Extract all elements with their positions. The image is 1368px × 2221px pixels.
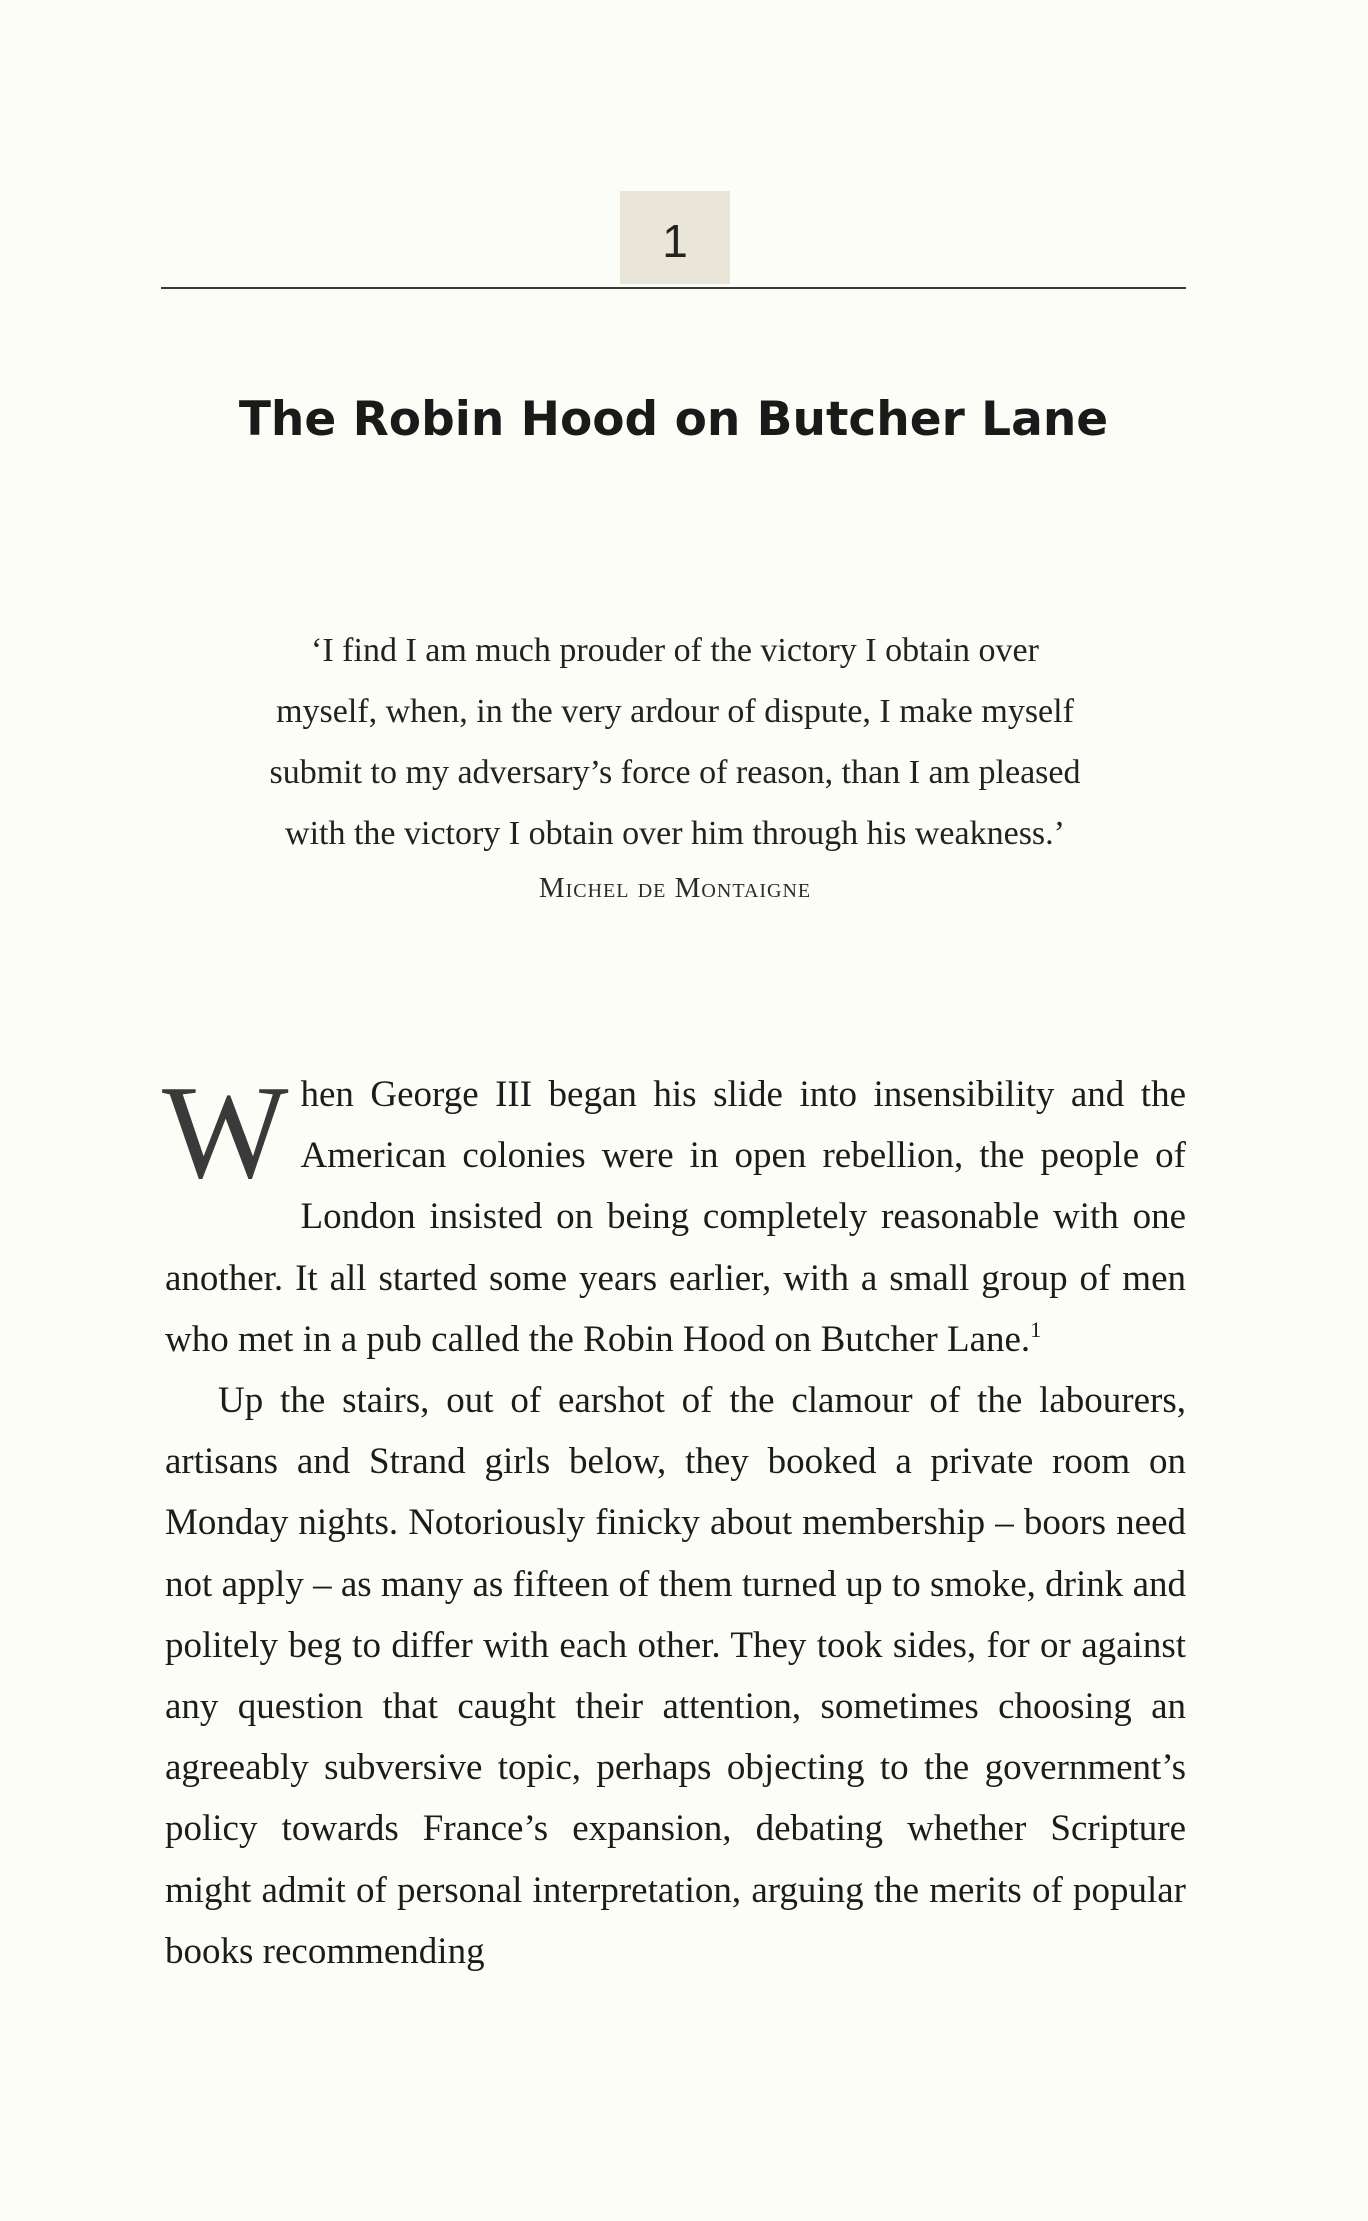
epigraph-line: submit to my adversary’s force of reason, than I am pleased: [269, 754, 1081, 791]
epigraph: [200, 620, 1150, 908]
body-text: [162, 1058, 1186, 1982]
epigraph-attribution: Michel de Montaigne: [538, 872, 812, 904]
chapter-number: 1: [662, 215, 688, 267]
drop-cap: W: [162, 1058, 289, 1206]
epigraph-line: with the victory I obtain over him through his weakness.’: [285, 815, 1065, 852]
paragraph-1-text: hen George III began his slide into insensibility and the American colonies were in open rebellion, the people of London insisted on being completely reasonable with one another. It all started some years earlier, with a small group of men who met in a pub called the Robin Hood on Butcher Lane.: [165, 1074, 1186, 1360]
epigraph-line: myself, when, in the very ardour of dispute, I make myself: [276, 693, 1074, 730]
paragraph-1: [162, 1058, 1186, 1370]
chapter-divider: [161, 287, 1186, 289]
chapter-title: The Robin Hood on Butcher Lane: [238, 392, 1109, 447]
footnote-marker[interactable]: 1: [1030, 1316, 1042, 1342]
epigraph-line: ‘I find I am much prouder of the victory I obtain over: [311, 632, 1039, 669]
paragraph-2: Up the stairs, out of earshot of the clamour of the labourers, artisans and Strand girls below, they booked a private room on Monday nights. Notoriously finicky about membership – boors need not apply – as many as fifteen of them turned up to smoke, drink and politely beg to differ with each other. They took sides, for or against any question that caught their attention, sometimes choosing an agreeably subversive topic, perhaps objecting to the government’s policy towards France’s expansion, debating whether Scripture might admit of personal interpretation, arguing the merits of popular books recommending: [165, 1380, 1186, 1972]
